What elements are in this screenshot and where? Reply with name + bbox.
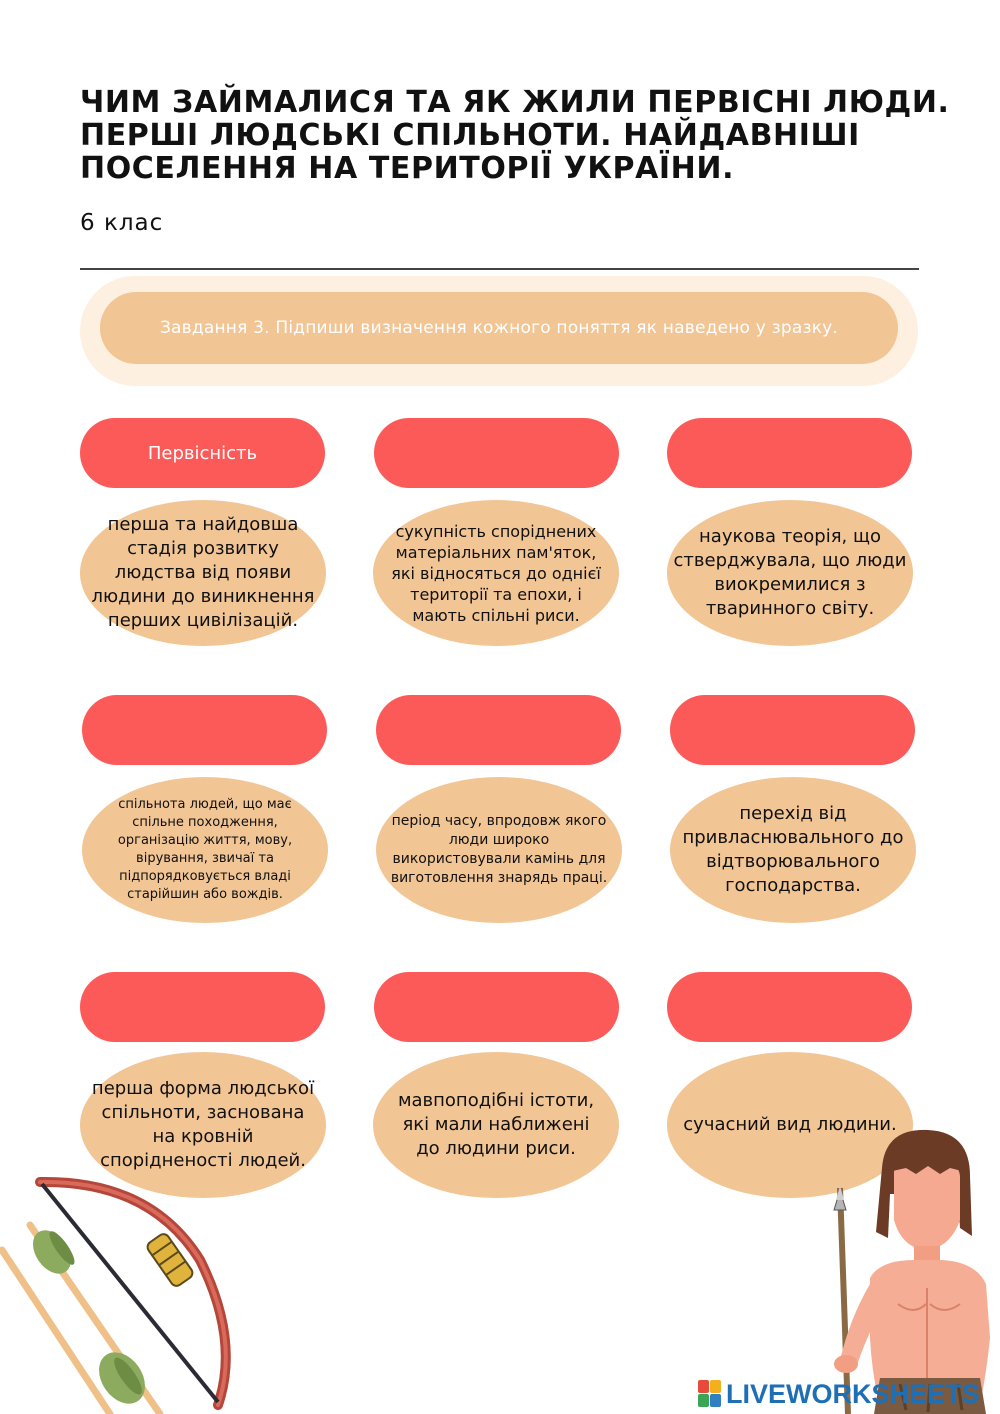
task-instruction: Завдання 3. Підпиши визначення кожного поняття як наведено у зразку.: [100, 292, 898, 364]
definition-text-8: мавпоподібні істоти, які мали наближені до людини риси.: [397, 1090, 595, 1159]
term-input-5[interactable]: [376, 695, 621, 765]
term-input-3[interactable]: [667, 418, 912, 488]
liveworksheets-logo-icon: [698, 1380, 722, 1408]
divider: [80, 268, 919, 270]
term-input-9[interactable]: [667, 972, 912, 1042]
definition-text-3: наукова теорія, що стверджувала, що люди виокремилися з тваринного світу.: [673, 526, 907, 619]
term-input-8[interactable]: [374, 972, 619, 1042]
term-input-2[interactable]: [374, 418, 619, 488]
definition-bubble-3: [667, 500, 913, 646]
definition-text-1: перша та найдовша стадія розвитку людства від появи людини до виникнення перших цивілізацій.: [91, 514, 315, 631]
definition-text-9: сучасний вид людини.: [683, 1114, 897, 1135]
term-input-7[interactable]: [80, 972, 325, 1042]
bow-and-arrows-icon: [0, 1170, 260, 1414]
definition-text-4: спільнота людей, що має спільне походження, організацію життя, мову, вірування, звичаї та підпорядковується владі старійшин або вождів.: [117, 797, 293, 902]
definition-bubble-5: [376, 777, 622, 923]
definition-bubble-1: [80, 500, 326, 646]
definition-bubble-8: [373, 1052, 619, 1198]
definition-bubble-6: [670, 777, 916, 923]
definition-text-2: сукупність споріднених матеріальних пам'яток, які відносяться до однієї території та епохи, і мають спільні риси.: [391, 521, 601, 625]
definition-text-7: перша форма людської спільноти, заснована на кровній спорідненості людей.: [91, 1078, 315, 1171]
grade-label: 6 клас: [80, 210, 164, 236]
definition-bubble-2: [373, 500, 619, 646]
definition-text-5: період часу, впродовж якого люди широко використовували камінь для виготовлення знарядь праці.: [390, 813, 608, 886]
title-line-3: ПОСЕЛЕННЯ НА ТЕРИТОРІЇ УКРАЇНИ.: [80, 151, 735, 186]
watermark-text: LIVEWORKSHEETS: [726, 1378, 980, 1409]
term-input-6[interactable]: [670, 695, 915, 765]
definition-bubble-4: [82, 777, 328, 923]
liveworksheets-watermark: [698, 1378, 980, 1410]
caveman-icon: [810, 1128, 1000, 1414]
page-title: [80, 85, 950, 186]
title-line-2: ПЕРШІ ЛЮДСЬКІ СПІЛЬНОТИ. НАЙДАВНІШІ: [80, 118, 860, 153]
definition-text-6: перехід від привласнювального до відтворювального господарства.: [682, 803, 904, 896]
term-input-4[interactable]: [82, 695, 327, 765]
term-pill-1: Первісність: [80, 418, 325, 488]
title-line-1: ЧИМ ЗАЙМАЛИСЯ ТА ЯК ЖИЛИ ПЕРВІСНІ ЛЮДИ.: [80, 85, 950, 120]
